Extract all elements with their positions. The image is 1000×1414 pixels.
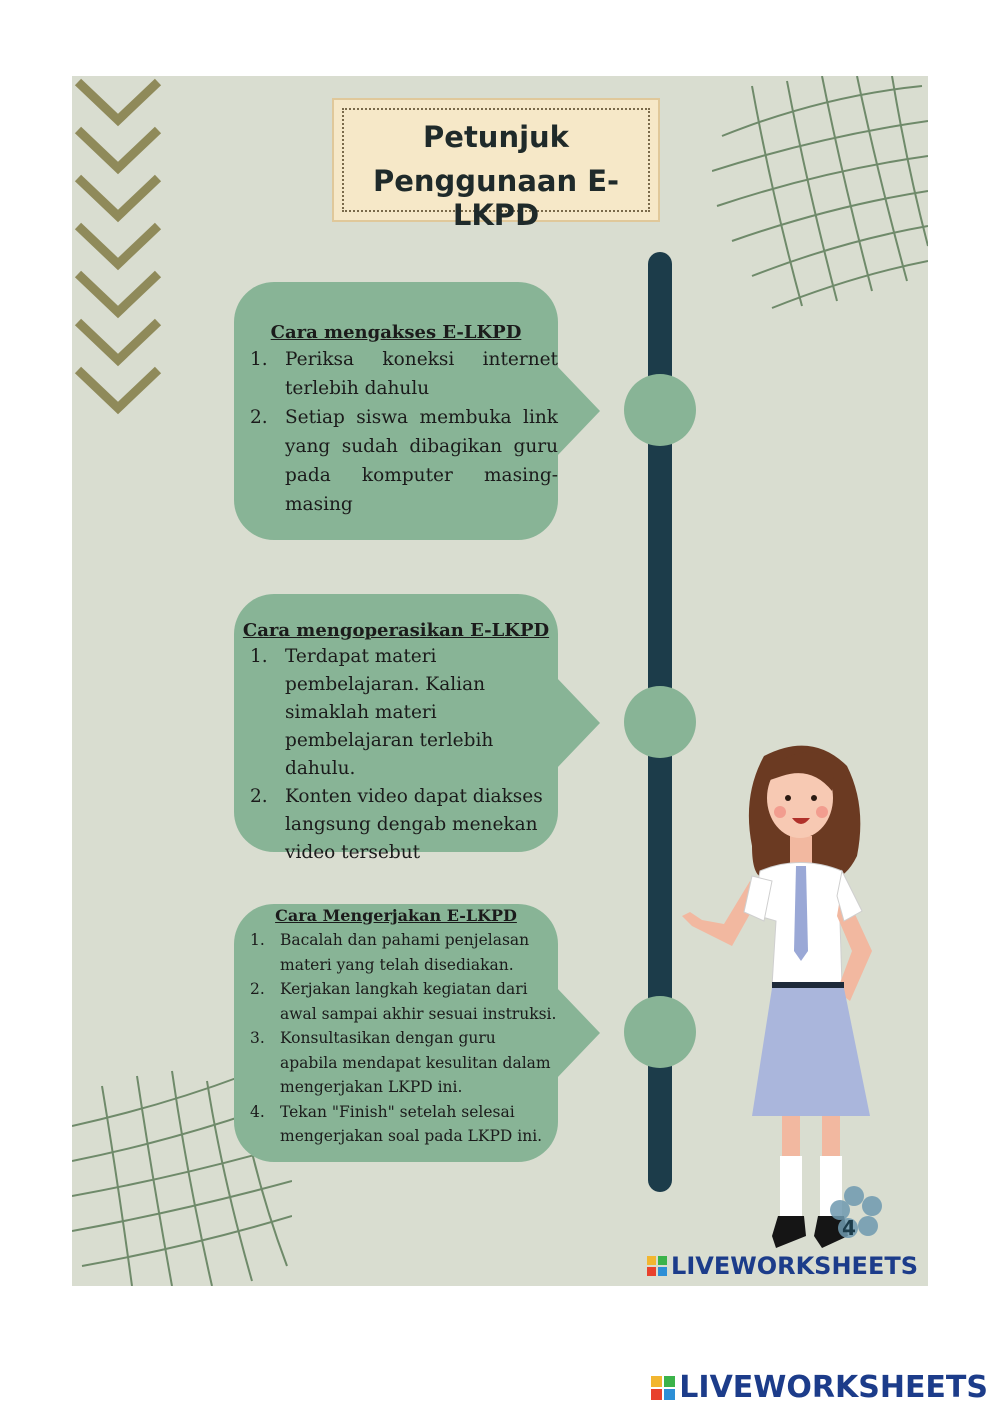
title-line-2: Penggunaan E-LKPD bbox=[372, 164, 620, 232]
timeline-node-1 bbox=[624, 374, 696, 446]
list-text: Konsultasikan dengan guru apabila mendapat kesulitan dalam mengerjakan LKPD ini. bbox=[280, 1029, 551, 1096]
instruction-list bbox=[234, 928, 558, 1149]
list-text: Terdapat materi pembelajaran. Kalian simaklah materi pembelajaran terlebih dahulu. bbox=[285, 646, 494, 779]
list-item bbox=[250, 783, 558, 867]
liveworksheets-logo-icon bbox=[651, 1376, 675, 1400]
section-card-access bbox=[234, 282, 558, 540]
section-card-operate bbox=[234, 594, 558, 863]
chevron-down-icon bbox=[78, 82, 158, 120]
chevron-down-icon bbox=[78, 130, 158, 168]
instruction-list bbox=[234, 345, 558, 519]
list-item bbox=[250, 403, 558, 519]
section-heading: Cara mengoperasikan E-LKPD bbox=[242, 620, 550, 641]
section-heading: Cara mengakses E-LKPD bbox=[270, 322, 522, 343]
list-number: 4. bbox=[250, 1102, 265, 1121]
card-pointer bbox=[556, 987, 600, 1079]
chevron-down-icon bbox=[78, 322, 158, 360]
liveworksheets-footer-logo[interactable] bbox=[651, 1370, 988, 1405]
list-item bbox=[250, 928, 558, 977]
list-text: Tekan "Finish" setelah selesai mengerjakan soal pada LKPD ini. bbox=[280, 1102, 543, 1145]
grid-lines-decoration bbox=[712, 76, 928, 316]
list-item bbox=[250, 1026, 558, 1100]
list-text: Periksa koneksi internet terlebih dahulu bbox=[285, 349, 558, 399]
chevron-down-icon bbox=[78, 274, 158, 312]
instruction-list bbox=[234, 643, 558, 867]
chevron-down-icon bbox=[78, 370, 158, 408]
section-heading: Cara Mengerjakan E-LKPD bbox=[275, 906, 517, 925]
list-item bbox=[250, 977, 558, 1026]
liveworksheets-logo-icon bbox=[647, 1256, 667, 1276]
page-number: 4 bbox=[842, 1216, 856, 1240]
watermark-text: LIVEWORKSHEETS bbox=[671, 1252, 918, 1280]
list-number: 1. bbox=[250, 931, 265, 949]
list-number: 1. bbox=[250, 646, 268, 667]
list-text: Kerjakan langkah kegiatan dari awal sampai akhir sesuai instruksi. bbox=[280, 980, 557, 1023]
worksheet-page bbox=[72, 76, 928, 1286]
title-line-1: Petunjuk bbox=[423, 120, 569, 154]
card-pointer bbox=[556, 365, 600, 457]
section-card-work bbox=[234, 904, 558, 1162]
list-text: Bacalah dan pahami penjelasan materi yang telah disediakan. bbox=[280, 931, 530, 974]
list-item bbox=[250, 345, 558, 403]
chevron-down-icon bbox=[78, 178, 158, 216]
list-item bbox=[250, 1100, 558, 1149]
student-illustration bbox=[672, 736, 912, 1286]
list-number: 3. bbox=[250, 1029, 265, 1047]
liveworksheets-watermark bbox=[647, 1252, 918, 1280]
list-number: 2. bbox=[250, 786, 268, 807]
list-text: Konten video dapat diakses langsung dengab menekan video tersebut bbox=[285, 786, 543, 863]
list-number: 2. bbox=[250, 980, 265, 998]
card-pointer bbox=[556, 677, 600, 769]
list-number: 2. bbox=[250, 407, 268, 428]
footer-logo-text: LIVEWORKSHEETS bbox=[679, 1370, 988, 1405]
chevron-down-icon bbox=[78, 226, 158, 264]
list-number: 1. bbox=[250, 349, 268, 370]
title-box bbox=[332, 98, 660, 232]
list-item bbox=[250, 643, 558, 783]
list-text: Setiap siswa membuka link yang sudah dibagikan guru pada komputer masing-masing bbox=[285, 407, 558, 515]
chevron-decoration bbox=[72, 76, 172, 436]
